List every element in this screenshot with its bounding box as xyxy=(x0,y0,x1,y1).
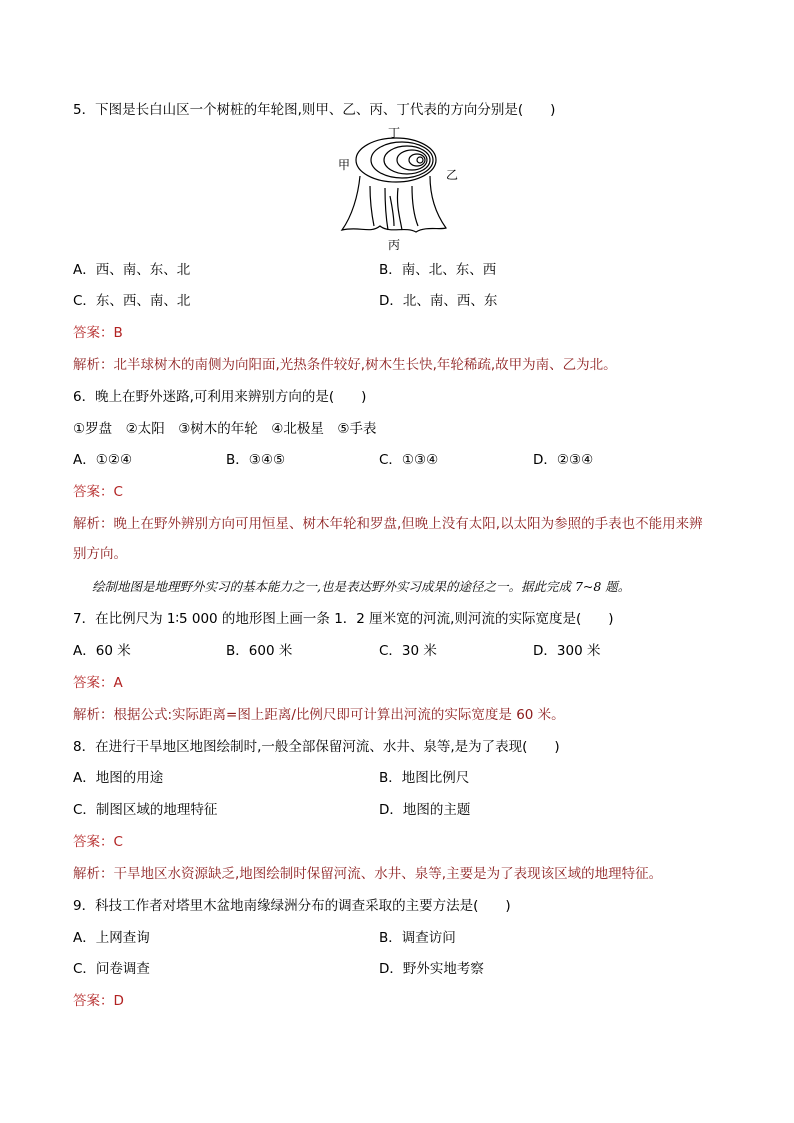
q5-option-a: A．西、南、东、北 xyxy=(73,262,191,278)
q7-answer: 答案：A xyxy=(73,675,123,691)
q9-option-b: B．调查访问 xyxy=(379,930,456,946)
q8-answer: 答案：C xyxy=(73,834,123,850)
q9-option-d: D．野外实地考察 xyxy=(379,961,484,977)
q9-option-c: C．问卷调查 xyxy=(73,961,150,977)
q9-stem: 9．科技工作者对塔里木盆地南缘绿洲分布的调查采取的主要方法是( ) xyxy=(73,898,511,914)
q7-stem: 7．在比例尺为 1∶5 000 的地形图上画一条 1．2 厘米宽的河流,则河流的实际宽度是( ) xyxy=(73,611,614,627)
q5-answer: 答案：B xyxy=(73,325,123,341)
q7-option-b: B．600 米 xyxy=(226,643,293,659)
q8-option-a: A．地图的用途 xyxy=(73,770,164,786)
q9-answer: 答案：D xyxy=(73,993,124,1009)
q6-option-b: B．③④⑤ xyxy=(226,452,286,468)
q6-explanation-line2: 别方向。 xyxy=(73,546,127,562)
q5-option-b: B．南、北、东、西 xyxy=(379,262,497,278)
q8-explanation: 解析：干旱地区水资源缺乏,地图绘制时保留河流、水井、泉等,主要是为了表现该区域的地理特征。 xyxy=(73,866,663,882)
label-bing: 丙 xyxy=(388,238,401,252)
q7-option-d: D．300 米 xyxy=(533,643,601,659)
q9-option-a: A．上网查询 xyxy=(73,930,150,946)
tree-ring-illustration xyxy=(330,126,470,254)
q6-answer: 答案：C xyxy=(73,484,123,500)
q8-stem: 8．在进行干旱地区地图绘制时,一般全部保留河流、水井、泉等,是为了表现( ) xyxy=(73,739,560,755)
q6-option-c: C．①③④ xyxy=(379,452,439,468)
q6-option-a: A．①②④ xyxy=(73,452,133,468)
q7-explanation: 解析：根据公式:实际距离=图上距离/比例尺即可计算出河流的实际宽度是 60 米。 xyxy=(73,707,565,723)
passage-7-8: 绘制地图是地理野外实习的基本能力之一,也是表达野外实习成果的途径之一。据此完成 7~8 题。 xyxy=(92,579,631,594)
tree-stump-figure xyxy=(330,126,470,254)
q6-option-d: D．②③④ xyxy=(533,452,594,468)
label-jia: 甲 xyxy=(338,158,351,172)
q6-stem: 6．晚上在野外迷路,可利用来辨别方向的是( ) xyxy=(73,389,367,405)
q7-option-c: C．30 米 xyxy=(379,643,437,659)
q5-explanation: 解析：北半球树木的南侧为向阳面,光热条件较好,树木生长快,年轮稀疏,故甲为南、乙为北。 xyxy=(73,357,617,373)
label-ding: 丁 xyxy=(388,126,401,140)
q5-stem: 5．下图是长白山区一个树桩的年轮图,则甲、乙、丙、丁代表的方向分别是( ) xyxy=(73,102,556,118)
label-yi: 乙 xyxy=(446,168,459,182)
q8-option-c: C．制图区域的地理特征 xyxy=(73,802,218,818)
q8-option-b: B．地图比例尺 xyxy=(379,770,470,786)
q6-items: ①罗盘 ②太阳 ③树木的年轮 ④北极星 ⑤手表 xyxy=(73,421,377,437)
q6-explanation-line1: 解析：晚上在野外辨别方向可用恒星、树木年轮和罗盘,但晚上没有太阳,以太阳为参照的手表也不能用来辨 xyxy=(73,516,703,532)
q7-option-a: A．60 米 xyxy=(73,643,131,659)
q5-option-d: D．北、南、西、东 xyxy=(379,293,498,309)
q5-option-c: C．东、西、南、北 xyxy=(73,293,191,309)
q8-option-d: D．地图的主题 xyxy=(379,802,471,818)
